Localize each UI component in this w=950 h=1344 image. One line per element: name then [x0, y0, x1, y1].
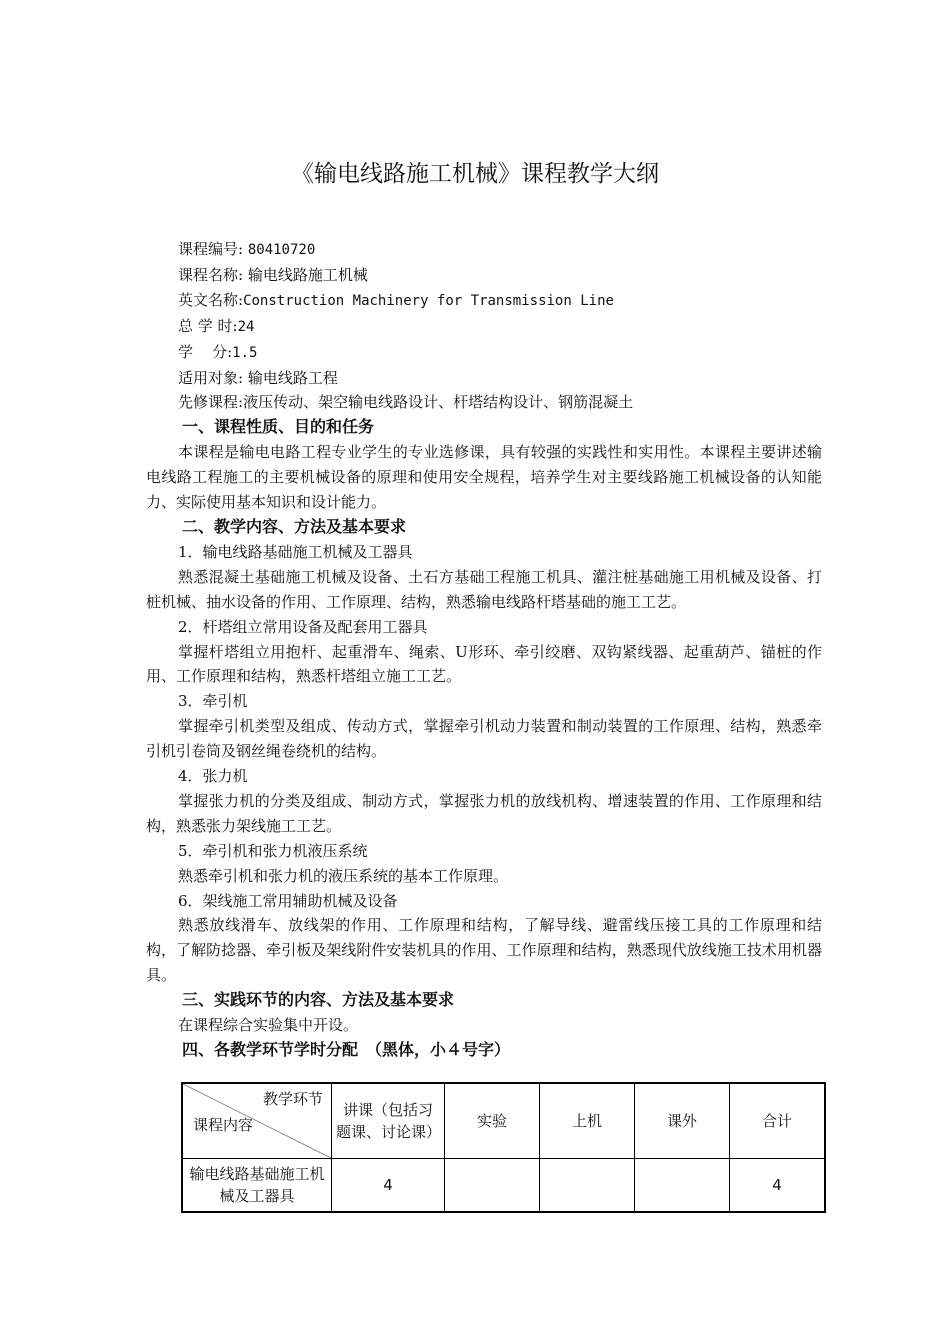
corner-top-label: 教学环节	[262, 1090, 323, 1108]
section3-heading: 三、实践环节的内容、方法及基本要求	[182, 990, 455, 1010]
table-header-cell: 上机	[540, 1083, 635, 1159]
item1-text: 熟悉混凝土基础施工机械及设备、土石方基础工程施工机具、灌注桩基础施工用机械及设备、打桩机械、抽水设备的作用、工作原理、结构，熟悉输电线路杆塔基础的施工工艺。	[146, 567, 822, 611]
table-row-name: 输电线路基础施工机械及工器具	[182, 1159, 332, 1213]
meta-english-name: 英文名称:Construction Machinery for Transmission Line	[178, 290, 614, 309]
corner-bottom-label: 课程内容	[193, 1116, 254, 1134]
document-title: 《输电线路施工机械》课程教学大纲	[291, 161, 659, 187]
meta-course-code: 课程编号: 80410720	[178, 240, 316, 258]
table-header-cell: 合计	[730, 1083, 826, 1159]
table-header-cell: 实验	[445, 1083, 540, 1159]
item5-title: 5．牵引机和张力机液压系统	[178, 841, 368, 860]
section2-heading: 二、教学内容、方法及基本要求	[182, 516, 407, 536]
table-cell	[635, 1159, 730, 1213]
meta-prerequisites: 先修课程:液压传动、架空输电线路设计、杆塔结构设计、钢筋混凝土	[178, 393, 634, 412]
table-cell	[445, 1159, 540, 1213]
section1-heading: 一、课程性质、目的和任务	[182, 417, 375, 437]
item4-title: 4．张力机	[178, 767, 248, 786]
item4-text: 掌握张力机的分类及组成、制动方式，掌握张力机的放线机构、增速装置的作用、工作原理和结构，熟悉张力架线施工工艺。	[146, 791, 822, 835]
table-cell: 4	[730, 1159, 826, 1213]
table-header-cell: 讲课（包括习题课、讨论课）	[332, 1083, 445, 1159]
item3-text: 掌握牵引机类型及组成、传动方式，掌握牵引机动力装置和制动装置的工作原理、结构，熟悉牵引机引卷筒及钢丝绳卷绕机的结构。	[146, 717, 822, 761]
item2-text: 掌握杆塔组立用抱杆、起重滑车、绳索、U形环、牵引绞磨、双钩紧线器、起重葫芦、锚桩的作用、工作原理和结构，熟悉杆塔组立施工工艺。	[146, 642, 822, 686]
meta-total-hours: 总 学 时:24	[178, 316, 255, 335]
table-header-cell: 课外	[635, 1083, 730, 1159]
item5-text: 熟悉牵引机和张力机的液压系统的基本工作原理。	[178, 866, 509, 885]
table-header-row	[182, 1083, 825, 1159]
section1-paragraph: 本课程是输电电路工程专业学生的专业选修课，具有较强的实践性和实用性。本课程主要讲述输电线路工程施工的主要机械设备的原理和使用安全规程，培养学生对主要线路施工机械设备的认知能力、实际使用基本知识和设计能力。	[146, 443, 822, 512]
section3-paragraph: 在课程综合实验集中开设。	[178, 1016, 359, 1035]
meta-target: 适用对象: 输电线路工程	[178, 368, 338, 387]
item3-title: 3．牵引机	[178, 692, 248, 711]
item2-title: 2．杆塔组立常用设备及配套用工器具	[178, 617, 428, 636]
item6-text: 熟悉放线滑车、放线架的作用、工作原理和结构，了解导线、避雷线压接工具的工作原理和结构，了解防捻器、牵引板及架线附件安装机具的作用、工作原理和结构，熟悉现代放线施工技术用机器具。	[146, 916, 822, 985]
table-corner-cell	[182, 1083, 332, 1159]
hours-table	[181, 1082, 826, 1213]
table-cell: 4	[332, 1159, 445, 1213]
item1-title: 1．输电线路基础施工机械及工器具	[178, 542, 413, 561]
document-body	[146, 237, 822, 1063]
item6-title: 6．架线施工常用辅助机械及设备	[178, 891, 398, 910]
section4-heading: 四、各教学环节学时分配 （黑体，小４号字）	[182, 1040, 511, 1059]
meta-course-name: 课程名称: 输电线路施工机械	[178, 265, 368, 284]
table-row	[182, 1159, 825, 1213]
meta-credits: 学 分:1.5	[178, 342, 258, 361]
table-cell	[540, 1159, 635, 1213]
